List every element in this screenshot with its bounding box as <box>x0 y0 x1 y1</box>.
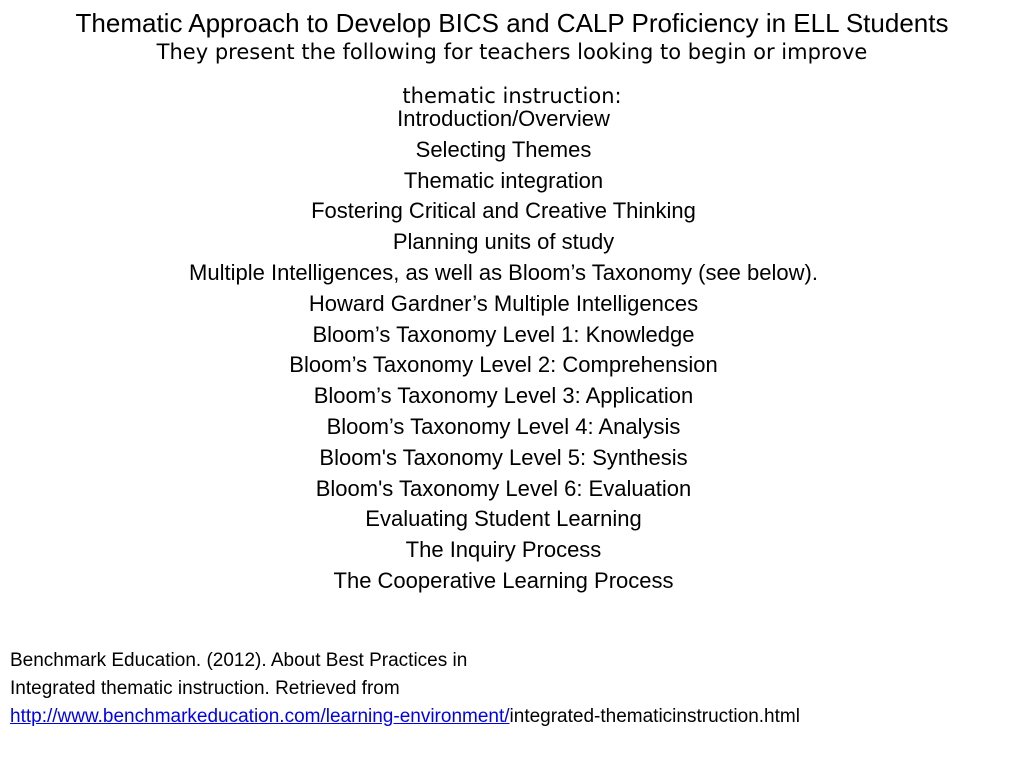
topic-item: Howard Gardner’s Multiple Intelligences <box>308 290 699 316</box>
topic-item: Bloom's Taxonomy Level 6: Evaluation <box>315 475 692 501</box>
topic-item: Evaluating Student Learning <box>365 506 642 532</box>
topic-item: Bloom's Taxonomy Level 5: Synthesis <box>319 444 688 470</box>
topic-item: The Cooperative Learning Process <box>333 567 674 593</box>
reference-line-1: Benchmark Education. (2012). About Best Practices in <box>10 650 468 671</box>
topic-item: Thematic integration <box>403 167 604 193</box>
topic-item: Bloom’s Taxonomy Level 3: Application <box>313 383 694 409</box>
reference-citation <box>10 647 1010 731</box>
reference-line-2: Integrated thematic instruction. Retrieved from <box>10 678 400 699</box>
topic-item: Bloom’s Taxonomy Level 4: Analysis <box>326 413 681 439</box>
topic-item: Fostering Critical and Creative Thinking <box>311 198 696 224</box>
topic-item: Bloom’s Taxonomy Level 2: Comprehension <box>289 352 718 378</box>
reference-link[interactable]: http://www.benchmarkeducation.com/learning-environment/ <box>10 706 510 727</box>
topic-item: The Inquiry Process <box>405 537 602 563</box>
topic-item: Bloom’s Taxonomy Level 1: Knowledge <box>312 321 695 347</box>
slide-title: Thematic Approach to Develop BICS and CALP Proficiency in ELL Students <box>75 8 949 38</box>
intro-line-2: thematic instruction: <box>402 84 622 108</box>
reference-link-suffix: integrated-thematicinstruction.html <box>509 706 800 727</box>
topic-item: Selecting Themes <box>415 136 592 162</box>
topic-item: Planning units of study <box>392 229 615 255</box>
topic-item: Introduction/Overview <box>397 106 610 131</box>
topic-item: Multiple Intelligences, as well as Bloom’s Taxonomy (see below). <box>189 259 818 285</box>
intro-line-1: They present the following for teachers looking to begin or improve <box>156 40 868 64</box>
reference-url-line <box>10 703 1010 731</box>
topic-list <box>0 104 1007 597</box>
